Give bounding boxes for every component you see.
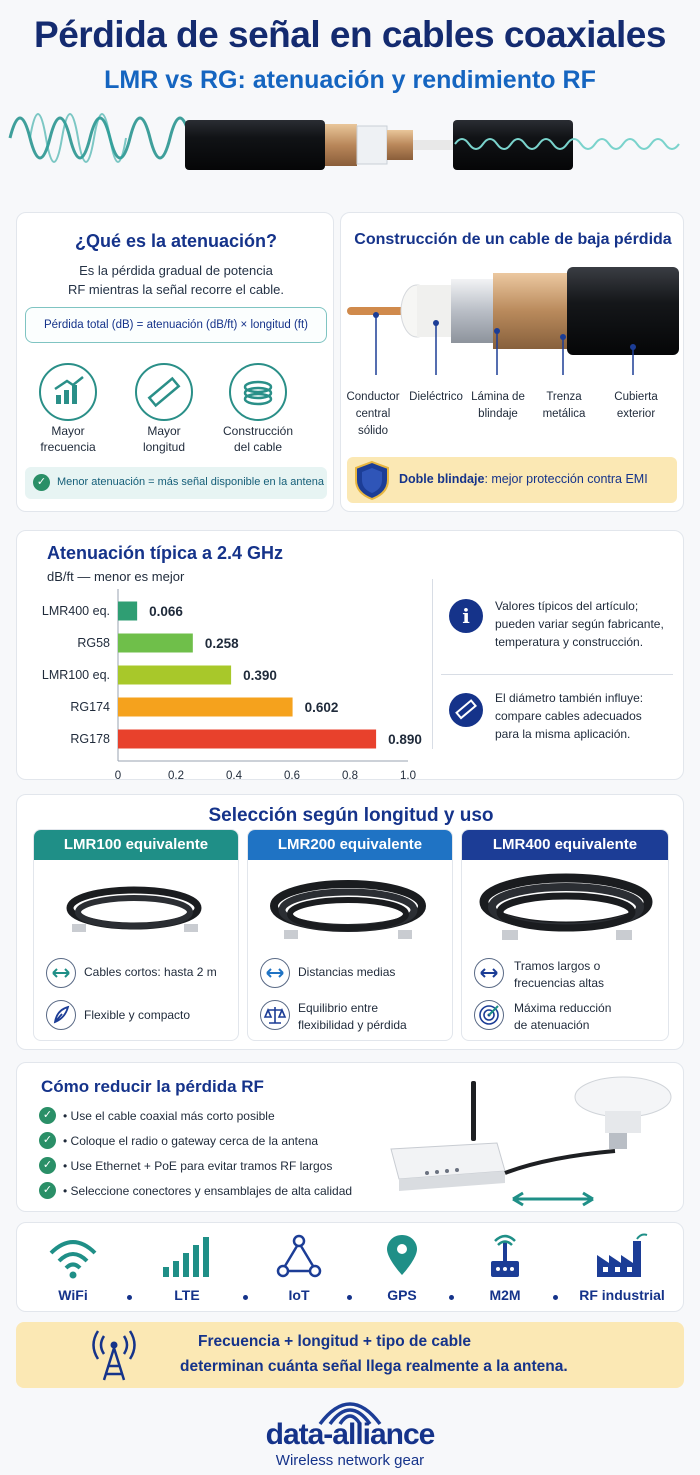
factor-label-frequency: Mayor frecuencia xyxy=(40,424,96,454)
app-label-wifi: WiFi xyxy=(58,1287,88,1303)
chart-value-label: 0.390 xyxy=(243,668,277,683)
feature-lmr400-1: Tramos largos o frecuencias altas xyxy=(514,959,605,990)
iot-nodes-icon xyxy=(275,1233,323,1279)
feather-icon xyxy=(46,1000,76,1030)
balance-scale-icon xyxy=(260,1000,290,1030)
modem-icon xyxy=(485,1231,525,1279)
feature-lmr200-1: Distancias medias xyxy=(298,965,396,979)
info-divider xyxy=(441,674,673,675)
key-message-line-1: Frecuencia + longitud + tipo de cable xyxy=(198,1333,472,1350)
applications-row xyxy=(16,1222,684,1312)
reduce-title: Cómo reducir la pérdida RF xyxy=(41,1077,264,1096)
chart-value-label: 0.258 xyxy=(204,636,239,651)
column-lmr100-header: LMR100 equivalente xyxy=(34,830,238,860)
app-label-iot: IoT xyxy=(288,1287,310,1303)
info-text-2: El diámetro también influye: compare cables adecuados para la misma aplicación. xyxy=(495,691,644,741)
page-title: Pérdida de señal en cables coaxiales xyxy=(34,14,666,55)
column-lmr400-header: LMR400 equivalente xyxy=(462,830,668,860)
map-pin-icon xyxy=(384,1233,420,1279)
coiled-cable-medium-image xyxy=(248,860,453,960)
part-label-conductor: Conductor central sólido xyxy=(346,391,400,437)
factory-icon xyxy=(595,1233,651,1279)
chart-up-icon xyxy=(39,363,97,421)
chart-value-label: 0.602 xyxy=(304,700,339,715)
feature-lmr200-2: Equilibrio entre flexibilidad y pérdida xyxy=(298,1001,407,1032)
attenuation-text-2: RF mientras la señal recorre el cable. xyxy=(67,282,285,297)
brand-tagline: Wireless network gear xyxy=(275,1452,425,1469)
chart-tick-label: 0 xyxy=(114,770,122,781)
key-message-line-2: determinan cuánta señal llega realmente a la antena. xyxy=(180,1358,568,1375)
signal-bars-icon xyxy=(161,1235,213,1279)
cable-cutaway-illustration xyxy=(341,253,685,385)
router-antenna-illustration xyxy=(377,1071,677,1209)
part-label-jacket: Cubierta exterior xyxy=(614,391,658,420)
app-label-gps: GPS xyxy=(387,1287,417,1303)
double-arrow-icon xyxy=(474,958,504,988)
chart-bar xyxy=(118,634,193,653)
chart-value-label: 0.066 xyxy=(149,604,183,619)
tip-3: • Use Ethernet + PoE para evitar tramos RF largos xyxy=(63,1159,333,1173)
chart-category-label: LMR400 eq. xyxy=(41,604,110,618)
app-label-m2m: M2M xyxy=(489,1287,521,1303)
construction-card xyxy=(340,212,684,512)
chart-bar xyxy=(118,698,293,717)
check-icon: ✓ xyxy=(39,1107,56,1124)
chart-tick-label: 1.0 xyxy=(400,770,416,781)
factor-label-construction: Construcción del cable xyxy=(222,424,294,454)
double-arrow-icon xyxy=(46,958,76,988)
attenuation-text-1: Es la pérdida gradual de potencia xyxy=(79,263,273,278)
selection-card xyxy=(16,794,684,1050)
coiled-cable-large-image xyxy=(462,860,669,960)
wifi-icon xyxy=(47,1235,99,1279)
chart-category-label: RG178 xyxy=(70,732,110,746)
page-subtitle: LMR vs RG: atenuación y rendimiento RF xyxy=(104,66,596,94)
chart-bar xyxy=(118,666,231,685)
check-icon: ✓ xyxy=(33,474,50,491)
radio-tower-icon xyxy=(90,1328,138,1382)
chart-category-label: RG174 xyxy=(70,700,110,714)
factor-label-length: Mayor longitud xyxy=(142,424,186,454)
construction-title: Construcción de un cable de baja pérdida xyxy=(354,231,672,248)
app-label-industrial: RF industrial xyxy=(579,1287,665,1303)
feature-lmr100-1: Cables cortos: hasta 2 m xyxy=(84,965,217,979)
chart-value-label: 0.890 xyxy=(388,732,422,747)
reduce-loss-card xyxy=(16,1062,684,1212)
double-arrow-icon xyxy=(260,958,290,988)
chart-tick-label: 0.2 xyxy=(168,770,184,781)
tip-1: • Use el cable coaxial más corto posible xyxy=(63,1109,275,1123)
tip-2: • Coloque el radio o gateway cerca de la antena xyxy=(63,1134,319,1148)
ruler-icon xyxy=(135,363,193,421)
part-label-dielectric: Dieléctrico xyxy=(409,391,463,403)
chart-title: Atenuación típica a 2.4 GHz xyxy=(47,543,284,563)
attenuation-title: ¿Qué es la atenuación? xyxy=(74,231,278,251)
part-label-foil: Lámina de blindaje xyxy=(471,391,525,420)
column-lmr200-header: LMR200 equivalente xyxy=(248,830,452,860)
chart-tick-label: 0.8 xyxy=(342,770,358,781)
chart-tick-label: 0.6 xyxy=(284,770,300,781)
shield-rest-text: : mejor protección contra EMI xyxy=(484,472,648,486)
chart-category-label: RG58 xyxy=(77,636,110,650)
shield-icon xyxy=(353,460,391,500)
coiled-cable-small-image xyxy=(34,860,239,960)
hero-cable-illustration xyxy=(0,90,700,200)
target-icon xyxy=(474,1000,504,1030)
column-lmr400 xyxy=(461,829,669,1041)
check-icon: ✓ xyxy=(39,1182,56,1199)
chart-bar xyxy=(118,602,137,621)
check-icon: ✓ xyxy=(39,1132,56,1149)
separator-dot xyxy=(553,1295,558,1300)
chart-bar xyxy=(118,730,376,749)
chart-tick-label: 0.4 xyxy=(226,770,242,781)
feature-lmr100-2: Flexible y compacto xyxy=(84,1008,191,1022)
attenuation-bar-chart xyxy=(17,531,447,781)
info-icon: i xyxy=(449,599,483,633)
check-icon: ✓ xyxy=(39,1157,56,1174)
selection-title: Selección según longitud y uso xyxy=(208,805,494,826)
cable-coil-icon xyxy=(229,363,287,421)
info-text-1: Valores típicos del artículo; pueden variar según fabricante, temperatura y construcción. xyxy=(495,599,664,649)
chart-subtitle: dB/ft — menor es mejor xyxy=(47,569,185,584)
column-lmr200 xyxy=(247,829,453,1041)
shield-bold-text: Doble blindaje xyxy=(399,472,485,486)
chart-divider xyxy=(432,579,433,749)
shield-callout xyxy=(347,457,677,503)
part-label-braid: Trenza metálica xyxy=(542,391,586,420)
attenuation-card xyxy=(16,212,334,512)
formula-box: Pérdida total (dB) = atenuación (dB/ft) × longitud (ft) xyxy=(25,307,327,343)
attenuation-chart-card xyxy=(16,530,684,780)
feature-lmr400-2: Máxima reducción de atenuación xyxy=(514,1001,612,1032)
column-lmr100 xyxy=(33,829,239,1041)
attenuation-note: ✓ Menor atenuación = más señal disponible en la antena xyxy=(25,467,327,499)
ruler-icon xyxy=(449,693,483,727)
brand-logo-text: data-alliance xyxy=(265,1418,435,1451)
key-message-bar xyxy=(16,1322,684,1388)
tip-4: • Seleccione conectores y ensamblajes de alta calidad xyxy=(63,1184,353,1198)
chart-category-label: LMR100 eq. xyxy=(41,668,110,682)
app-label-lte: LTE xyxy=(174,1287,200,1303)
